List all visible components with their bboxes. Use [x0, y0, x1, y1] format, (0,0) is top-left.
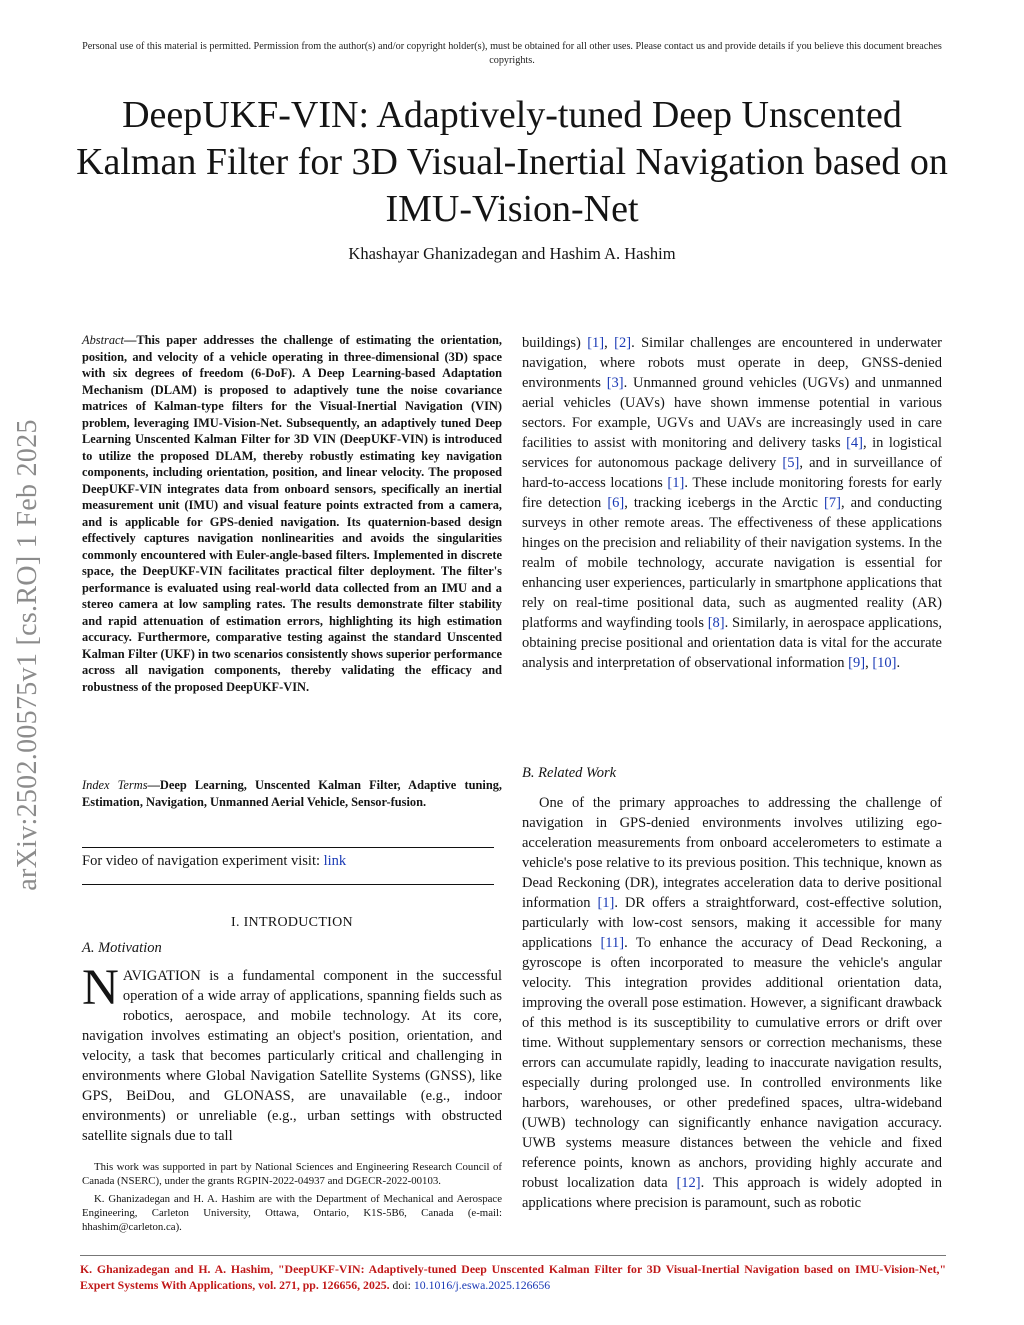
- citation-ref[interactable]: [10]: [872, 655, 897, 671]
- citation-ref[interactable]: [1]: [667, 475, 685, 491]
- citation-ref[interactable]: [7]: [824, 495, 841, 511]
- paragraph-text: , and conducting surveys in other remote areas. The effectiveness of these applications hinges on the precision and reliability of their navigation systems. In the realm of mobile technology, accurate navigation is essential for enhancing user experiences, particularly in smartphone applications that rely on real-time positional data, such as augmented reality (AR) platforms and wayfinding tools: [522, 495, 942, 631]
- paragraph-text: .: [896, 655, 901, 671]
- paper-title: DeepUKF-VIN: Adaptively-tuned Deep Unscented Kalman Filter for 3D Visual-Inertial Navigation based on IMU-Vision-Net: [76, 94, 948, 230]
- subsection-motivation: A. Motivation: [82, 940, 162, 956]
- paragraph-text: . These include monitoring forests for early fire detection: [522, 475, 942, 511]
- citation-footer: [80, 1262, 946, 1293]
- abstract-lead: Abstract: [82, 333, 124, 347]
- doi-link[interactable]: 10.1016/j.eswa.2025.126656: [413, 1277, 551, 1292]
- footnote-funding: This work was supported in part by National Sciences and Engineering Research Council of Canada (NSERC), under the grants RGPIN-2022-04937 and DGECR-2022-00103.: [82, 1161, 502, 1187]
- citation-ref[interactable]: [5]: [782, 455, 800, 471]
- divider-bottom: [82, 884, 494, 885]
- paragraph-text: . Similar challenges are encountered in underwater navigation, where robots must operate in deep, GNSS-denied environments: [522, 335, 942, 391]
- footnote-affiliation: K. Ghanizadegan and H. A. Hashim are with the Department of Mechanical and Aerospace Engineering, Carleton University, Ottawa, Ontario, K1S-5B6, Canada (e-mail: hhashim@carleton.ca).: [82, 1193, 502, 1233]
- paragraph-text: ,: [604, 335, 615, 351]
- subsection-related-work: B. Related Work: [522, 765, 617, 781]
- video-note-text: For video of navigation experiment visit:: [82, 853, 324, 869]
- citation-ref[interactable]: [1]: [597, 895, 615, 911]
- abstract: [82, 332, 502, 695]
- citation-ref[interactable]: [6]: [607, 495, 625, 511]
- citation-ref[interactable]: [12]: [676, 1175, 701, 1191]
- citation-ref[interactable]: [4]: [846, 435, 863, 451]
- citation-ref[interactable]: [2]: [614, 335, 632, 351]
- intro-text: AVIGATION is a fundamental component in the successful operation of a wide array of applications, spanning fields such as robotics, aerospace, and mobile technology. At its core, navigation involves estimating an object's position, orientation, and velocity, a task that becomes particularly critical and challenging in environments where Global Navigation Satellite Systems (GNSS), like GPS, BeiDou, and GLONASS, are unavailable (e.g., indoor environments) or unreliable (e.g., urban settings with obstructed satellite signals due to tall: [82, 968, 502, 1144]
- paragraph-text: . Unmanned ground vehicles (UGVs) and unmanned aerial vehicles (UAVs) have shown immense potential in various sectors. For example, UGVs and UAVs are increasingly used in care facilities to assist with monitoring and delivery tasks: [522, 375, 942, 451]
- paragraph-text: ,: [865, 655, 873, 671]
- citation-ref[interactable]: [3]: [606, 375, 624, 391]
- paragraph-text: . Similarly, in aerospace applications, obtaining precise positional and orientation data is vital for the accurate analysis and interpretation of observational information: [522, 615, 942, 671]
- paper-authors: Khashayar Ghanizadegan and Hashim A. Hashim: [348, 244, 676, 263]
- doi-label: doi:: [389, 1277, 414, 1292]
- right-paragraph-2: [522, 793, 942, 1213]
- section-heading: I. INTRODUCTION: [231, 915, 353, 930]
- footer-rule: [80, 1255, 946, 1256]
- citation-text: K. Ghanizadegan and H. A. Hashim, "DeepUKF-VIN: Adaptively-tuned Deep Unscented Kalman Filter for 3D Visual-Inertial Navigation based on IMU-Vision-Net," Expert Systems With Applications, vol. 271, pp. 126656, 2025.: [80, 1262, 946, 1292]
- paragraph-text: . DR offers a straightforward, cost-effective solution, particularly with low-cost sensors, making it accessible for many applications: [522, 895, 942, 951]
- paragraph-text: , tracking icebergs in the Arctic: [624, 495, 825, 511]
- index-terms-lead: Index Terms: [82, 778, 148, 792]
- divider-top: [82, 847, 494, 848]
- right-paragraph-1: [522, 333, 942, 673]
- video-note: [82, 853, 502, 870]
- paragraph-text: . This approach is widely adopted in applications where precision is paramount, such as robotic: [522, 1175, 942, 1211]
- index-terms: [82, 777, 502, 810]
- arxiv-stamp: [2, 355, 54, 955]
- citation-ref[interactable]: [1]: [587, 335, 605, 351]
- paragraph-text: , in logistical services for autonomous package delivery: [522, 435, 942, 471]
- footnotes: [82, 1160, 502, 1238]
- video-link[interactable]: link: [323, 853, 347, 869]
- arxiv-id: arXiv:2502.00575v1 [cs.RO] 1 Feb 2025: [12, 419, 43, 891]
- citation-ref[interactable]: [9]: [848, 655, 866, 671]
- index-terms-text: —Deep Learning, Unscented Kalman Filter, Adaptive tuning, Estimation, Navigation, Unmanned Aerial Vehicle, Sensor-fusion.: [82, 778, 503, 809]
- paragraph-text: , and in surveillance of hard-to-access locations: [522, 455, 942, 491]
- citation-ref[interactable]: [8]: [707, 615, 725, 631]
- copyright-notice: Personal use of this material is permitted. Permission from the author(s) and/or copyright holder(s), must be obtained for all other uses. Please contact us and provide details if you believe this document breaches copyrights.: [82, 41, 942, 66]
- intro-paragraph: [82, 960, 502, 1146]
- dropcap: N: [82, 960, 119, 1016]
- paragraph-text: One of the primary approaches to addressing the challenge of navigation in GPS-denied environments involves utilizing ego-acceleration measurements from onboard accelerometers to estimate a vehicle's pose relative to its previous position. This technique, known as Dead Reckoning (DR), integrates acceleration data to derive positional information: [522, 795, 942, 911]
- abstract-text: —This paper addresses the challenge of estimating the orientation, position, and velocity of a vehicle operating in three-dimensional (3D) space with six degrees of freedom (6-DoF). A Deep Learning-based Adaptation Mechanism (DLAM) is proposed to adaptively tune the noise covariance matrices of Kalman-type filters for the Visual-Inertial Navigation (VIN) problem, leveraging IMU-Vision-Net. Subsequently, an adaptively tuned Deep Learning Unscented Kalman Filter for 3D VIN (DeepUKF-VIN) is introduced to utilize the proposed DLAM, thereby robustly estimating key navigation components, including orientation, position, and linear velocity. The proposed DeepUKF-VIN integrates data from onboard sensors, specifically an inertial measurement unit (IMU) and visual feature points extracted from a camera, and is applicable for GPS-denied navigation. Its quaternion-based design effectively captures navigation nonlinearities and avoids the singularities commonly encountered with Euler-angle-based filters. Implemented in discrete space, the DeepUKF-VIN facilitates practical filter deployment. The filter's performance is evaluated using real-world data collected from an IMU and a stereo camera at low sampling rates. The results demonstrate filter stability and rapid attenuation of estimation errors, highlighting its high estimation accuracy. Furthermore, comparative testing against the standard Unscented Kalman Filter (UKF) in two scenarios consistently shows superior performance across all navigation components, thereby validating the efficacy and robustness of the proposed DeepUKF-VIN.: [82, 333, 502, 694]
- paragraph-text: buildings): [522, 335, 588, 351]
- citation-ref[interactable]: [11]: [600, 935, 625, 951]
- paragraph-text: . To enhance the accuracy of Dead Reckoning, a gyroscope is often incorporated to measure the vehicle's angular velocity. This integration provides additional orientation data, improving the overall pose estimation. However, a significant drawback of this method is its susceptibility to cumulative errors or drift over time. Without supplementary sensors or correction mechanisms, these errors can accumulate rapidly, leading to inaccurate navigation results, especially during prolonged use. In controlled environments like harbors, warehouses, or other predefined spaces, ultra-wideband (UWB) technology can significantly enhance navigation accuracy. UWB systems measure distances between the vehicle and fixed reference points, known as anchors, providing highly accurate and robust localization data: [522, 935, 942, 1191]
